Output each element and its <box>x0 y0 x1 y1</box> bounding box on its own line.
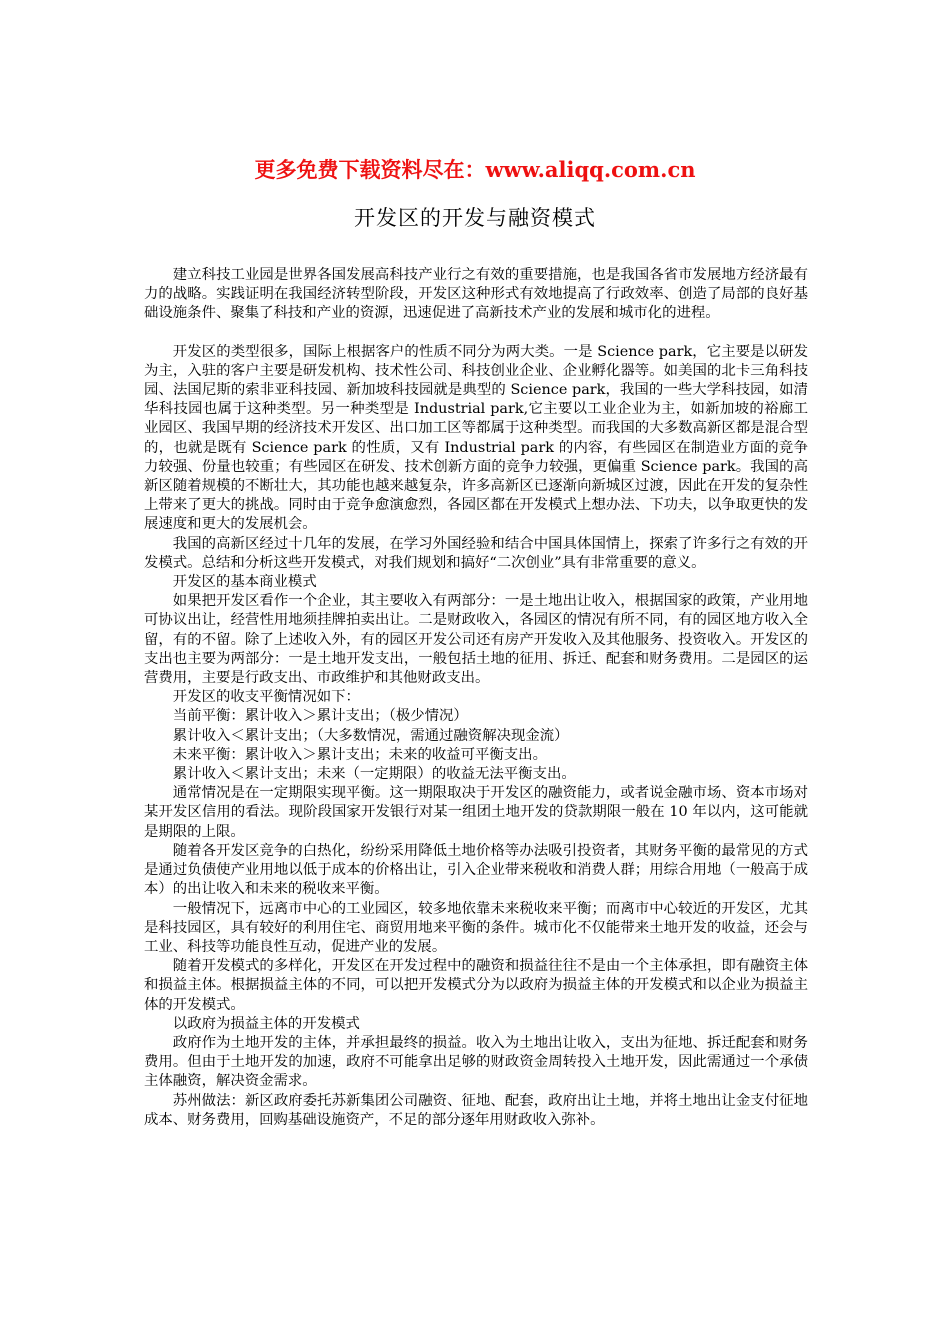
paragraph-location: 一般情况下，远离市中心的工业园区，较多地依靠未来税收来平衡；而离市中心较近的开发区，尤其是科技园区，具有较好的利用住宅、商贸用地来平衡的条件。城市化不仅能带来土地开发的收益，还会与工业、科技等功能良性互动，促进产业的发展。 <box>144 900 808 955</box>
list-item-future-balance-1: 未来平衡：累计收入＞累计支出；未来的收益可平衡支出。 <box>172 746 547 763</box>
paragraph-balance-intro: 开发区的收支平衡情况如下： <box>172 689 360 706</box>
paragraph-revenue: 如果把开发区看作一个企业，其主要收入有两部分：一是土地出让收入，根据国家的政策，产业用地可协议出让，经营性用地须挂牌拍卖出让。二是财政收入，各园区的情况有所不同，有的园区地方收入全留，有的不留。除了上述收入外，有的园区开发公司还有房产开发收入及其他服务、投资收入。开发区的支出也主要为两部分：一是土地开发支出，一般包括土地的征用、拆迁、配套和财务费用。二是园区的运营费用，主要是行政支出、市政维护和其他财政支出。 <box>144 593 808 687</box>
section-heading-government-model: 以政府为损益主体的开发模式 <box>172 1015 360 1032</box>
paragraph-history: 我国的高新区经过十几年的发展，在学习外国经验和结合中国具体国情上，探索了许多行之有效的开发模式。总结和分析这些开发模式，对我们规划和搞好“二次创业”具有非常重要的意义。 <box>144 535 808 571</box>
page-title: 开发区的开发与融资模式 <box>354 206 596 230</box>
section-heading-business-model: 开发区的基本商业模式 <box>172 574 317 591</box>
list-item-current-balance-1: 当前平衡：累计收入＞累计支出；（极少情况） <box>172 708 468 725</box>
paragraph-types: 开发区的类型很多，国际上根据客户的性质不同分为两大类。一是 Science park，它主要是以研发为主，入驻的客户主要是研发机构、技术性公司、科技创业企业、企业孵化器等。如美国的北卡三角科技园、法国尼斯的索非亚科技园、新加坡科技园就是典型的 Science park，我国的一些大学科技园，如清华科技园也属于这种类型。另一种类型是 Industrial park,它主要以工业企业为主，如新加坡的裕廊工业园区、我国早期的经济技术开发区、出口加工区等都属于这种类型。而我国的大多数高新区都是混合型的，也就是既有 Science park 的性质，又有 Industrial park 的内容，有些园区在制造业方面的竞争力较强、份量也较重；有些园区在研发、技术创新方面的竞争力较强，更偏重 Science park。我国的高新区随着规模的不断壮大，其功能也越来越复杂，许多高新区已逐渐向新城区过渡，因此在开发的复杂性上带来了更大的挑战。同时由于竞争愈演愈烈，各园区都在开发模式上想办法、下功夫，以争取更快的发展速度和更大的发展机会。 <box>144 343 808 533</box>
document-body <box>144 266 808 1130</box>
paragraph-diversification: 随着开发模式的多样化，开发区在开发过程中的融资和损益往往不是由一个主体承担，即有融资主体和损益主体。根据损益主体的不同，可以把开发模式分为以政府为损益主体的开发模式和以企业为损益主体的开发模式。 <box>144 958 808 1013</box>
list-item-current-balance-2: 累计收入＜累计支出；（大多数情况，需通过融资解决现金流） <box>172 727 569 744</box>
list-item-future-balance-2: 累计收入＜累计支出；未来（一定期限）的收益无法平衡支出。 <box>172 766 576 783</box>
paragraph-suzhou: 苏州做法：新区政府委托苏新集团公司融资、征地、配套，政府出让土地，并将土地出让金支付征地成本、财务费用，回购基础设施资产，不足的部分逐年用财政收入弥补。 <box>144 1092 808 1128</box>
download-banner: 更多免费下载资料尽在：www.aliqq.com.cn <box>254 157 696 182</box>
paragraph-government-role: 政府作为土地开发的主体，并承担最终的损益。收入为土地出让收入，支出为征地、拆迁配套和财务费用。但由于土地开发的加速，政府不可能拿出足够的财政资金周转投入土地开发，因此需通过一个承债主体融资，解决资金需求。 <box>144 1034 808 1090</box>
paragraph-period: 通常情况是在一定期限实现平衡。这一期限取决于开发区的融资能力，或者说金融市场、资本市场对某开发区信用的看法。现阶段国家开发银行对某一组团土地开发的贷款期限一般在 10 年以内，这可能就是期限的上限。 <box>144 785 808 840</box>
paragraph-competition: 随着各开发区竞争的白热化，纷纷采用降低土地价格等办法吸引投资者，其财务平衡的最常见的方式是通过负债使产业用地以低于成本的价格出让，引入企业带来税收和消费人群；用综合用地（一般高于成本）的出让收入和未来的税收来平衡。 <box>144 842 808 898</box>
paragraph-intro: 建立科技工业园是世界各国发展高科技产业行之有效的重要措施，也是我国各省市发展地方经济最有力的战略。实践证明在我国经济转型阶段，开发区这种形式有效地提高了行政效率、创造了局部的良好基础设施条件、聚集了科技和产业的资源，迅速促进了高新技术产业的发展和城市化的进程。 <box>144 267 808 322</box>
